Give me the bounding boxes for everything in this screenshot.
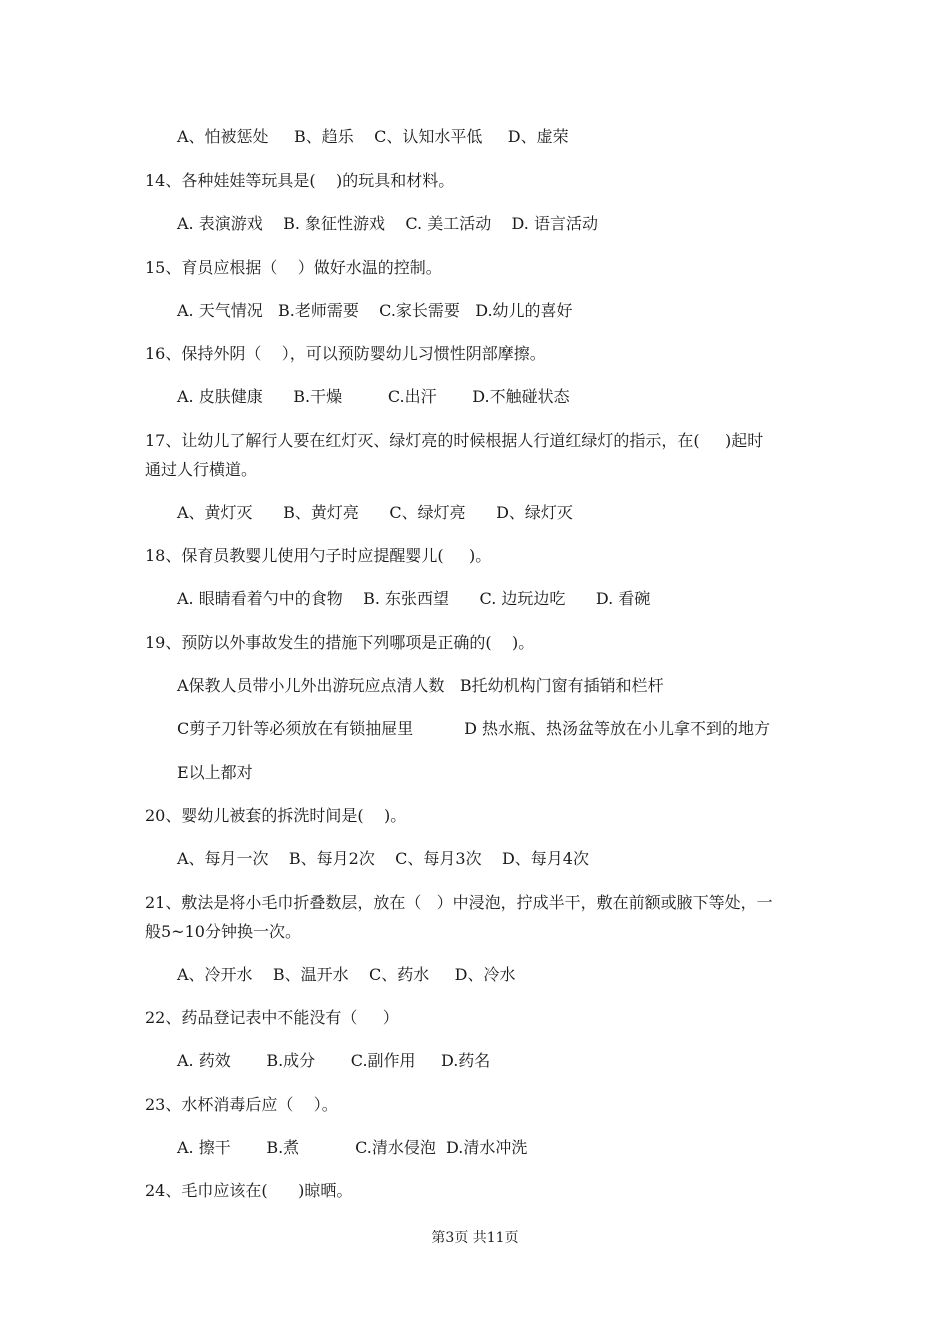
option-text: A. 天气情况 B.老师需要 C.家长需要 D.幼儿的喜好 xyxy=(177,301,573,320)
question-text: 15、育员应根据（ ）做好水温的控制。 xyxy=(145,258,442,277)
question-text: 16、保持外阴（ ），可以预防婴幼儿习惯性阴部摩擦。 xyxy=(145,344,546,363)
question-text: 19、预防以外事故发生的措施下列哪项是正确的( )。 xyxy=(145,633,535,652)
option-text: A保教人员带小儿外出游玩应点清人数 B托幼机构门窗有插销和栏杆 xyxy=(177,676,664,695)
question-text: 般5~10分钟换一次。 xyxy=(145,922,301,941)
option-text: A、黄灯灭 B、黄灯亮 C、绿灯亮 D、绿灯灭 xyxy=(177,503,573,522)
question-text: 通过人行横道。 xyxy=(145,460,258,479)
question-text: 24、毛巾应该在( )晾晒。 xyxy=(145,1181,353,1200)
option-text: A. 皮肤健康 B.干燥 C.出汗 D.不触碰状态 xyxy=(177,387,570,406)
question-text: 20、婴幼儿被套的拆洗时间是( )。 xyxy=(145,806,407,825)
option-text: A、每月一次 B、每月2次 C、每月3次 D、每月4次 xyxy=(177,849,589,868)
question-text: 17、让幼儿了解行人要在红灯灭、绿灯亮的时候根据人行道红绿灯的指示，在( )起时 xyxy=(145,431,764,450)
option-text: A. 擦干 B.煮 C.清水侵泡 D.清水冲洗 xyxy=(177,1138,528,1157)
question-text: 21、敷法是将小毛巾折叠数层，放在（ ）中浸泡，拧成半干，敷在前额或腋下等处，一 xyxy=(145,893,773,912)
option-text: A、怕被惩处 B、趋乐 C、认知水平低 D、虚荣 xyxy=(177,127,569,146)
option-text: E以上都对 xyxy=(177,763,253,782)
question-text: 18、保育员教婴儿使用勺子时应提醒婴儿( )。 xyxy=(145,546,492,565)
question-text: 23、水杯消毒后应（ ）。 xyxy=(145,1095,338,1114)
page-footer: 第3页 共11页 xyxy=(431,1230,519,1246)
option-text: A. 表演游戏 B. 象征性游戏 C. 美工活动 D. 语言活动 xyxy=(177,214,598,233)
question-text: 22、药品登记表中不能没有（ ） xyxy=(145,1008,399,1027)
option-text: A、冷开水 B、温开水 C、药水 D、冷水 xyxy=(177,965,516,984)
question-text: 14、各种娃娃等玩具是( )的玩具和材料。 xyxy=(145,171,455,190)
option-text: A. 药效 B.成分 C.副作用 D.药名 xyxy=(177,1051,491,1070)
option-text: C剪子刀针等必须放在有锁抽屉里 D 热水瓶、热汤盆等放在小儿拿不到的地方 xyxy=(177,719,771,738)
option-text: A. 眼睛看着勺中的食物 B. 东张西望 C. 边玩边吃 D. 看碗 xyxy=(177,589,651,608)
